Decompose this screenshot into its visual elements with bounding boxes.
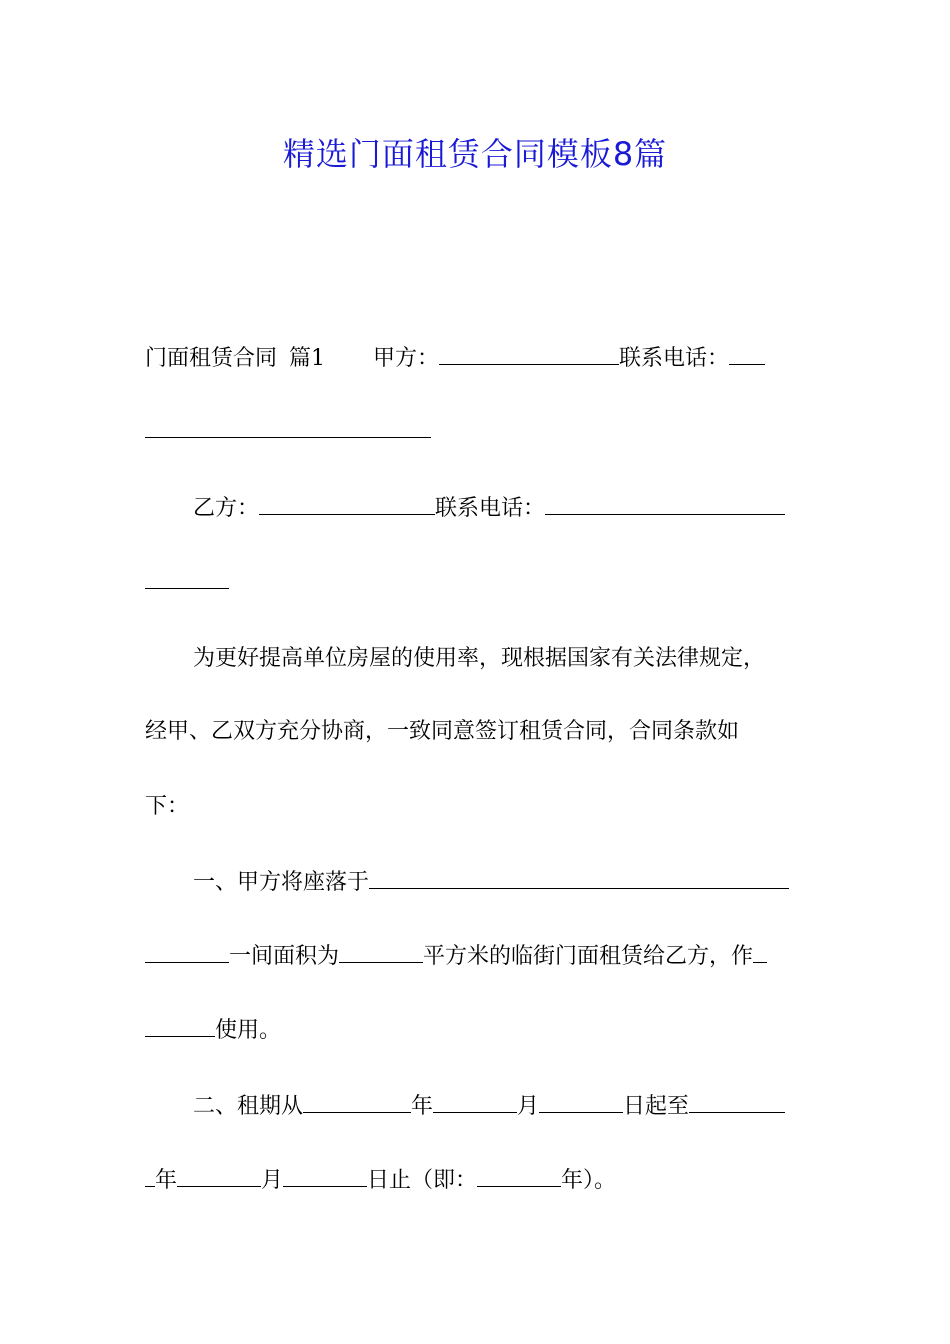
party-b-phone-blank-cont bbox=[145, 566, 229, 589]
usage-blank-cont bbox=[145, 1014, 215, 1037]
start-day-blank bbox=[539, 1090, 623, 1113]
area-blank bbox=[339, 940, 423, 963]
clause-1-line-1 bbox=[193, 866, 858, 900]
month2-label: 月 bbox=[261, 1168, 284, 1193]
clause-1-area-label: 一间面积为 bbox=[229, 944, 340, 969]
contract-heading: 门面租赁合同 bbox=[145, 346, 278, 371]
day-to-label: 日止（即： bbox=[367, 1168, 478, 1193]
usage-blank bbox=[753, 940, 767, 963]
location-blank bbox=[369, 866, 789, 889]
document-title: 精选门面租赁合同模板8篇 bbox=[282, 135, 668, 173]
party-a-blank bbox=[439, 342, 619, 365]
year-label: 年 bbox=[411, 1094, 434, 1119]
years-blank bbox=[477, 1164, 561, 1187]
day-from-label: 日起至 bbox=[623, 1094, 690, 1119]
clause-2-line-2 bbox=[145, 1164, 810, 1198]
years-close-label: 年）。 bbox=[561, 1168, 617, 1193]
clause-2-prefix: 二、租期从 bbox=[193, 1094, 304, 1119]
party-a-phone-blank bbox=[729, 342, 765, 365]
month-label: 月 bbox=[517, 1094, 540, 1119]
clause-1-rental-text: 平方米的临街门面租赁给乙方，作 bbox=[423, 944, 754, 969]
start-month-blank bbox=[433, 1090, 517, 1113]
clause-1-usage-text: 使用。 bbox=[215, 1018, 282, 1043]
party-a-phone-continuation bbox=[145, 415, 810, 449]
party-b-line bbox=[193, 492, 858, 526]
intro-line-2: 经甲、乙双方充分协商，一致同意签订租赁合同，合同条款如 bbox=[145, 719, 740, 744]
end-year-blank-cont bbox=[145, 1164, 155, 1187]
party-a-phone-label: 联系电话： bbox=[619, 346, 730, 371]
clause-1-prefix: 一、甲方将座落于 bbox=[193, 870, 370, 895]
party-a-phone-blank-cont bbox=[145, 415, 431, 438]
party-a-label: 甲方： bbox=[373, 346, 440, 371]
clause-2-line-1 bbox=[193, 1090, 858, 1124]
intro-line-1: 为更好提高单位房屋的使用率，现根据国家有关法律规定， bbox=[193, 646, 766, 671]
party-b-blank bbox=[259, 492, 435, 515]
party-b-label: 乙方： bbox=[193, 496, 260, 521]
location-blank-cont bbox=[145, 940, 229, 963]
section-number: 篇1 bbox=[289, 346, 326, 371]
end-year-blank bbox=[689, 1090, 785, 1113]
year2-label: 年 bbox=[155, 1168, 178, 1193]
end-day-blank bbox=[283, 1164, 367, 1187]
clause-1-line-3 bbox=[145, 1014, 810, 1048]
party-b-phone-label: 联系电话： bbox=[435, 496, 546, 521]
party-b-phone-continuation bbox=[145, 566, 810, 600]
start-year-blank bbox=[303, 1090, 411, 1113]
clause-1-line-2 bbox=[145, 940, 810, 974]
party-b-phone-blank bbox=[545, 492, 785, 515]
intro-line-3: 下： bbox=[145, 794, 190, 819]
party-a-line bbox=[145, 342, 810, 376]
end-month-blank bbox=[177, 1164, 261, 1187]
